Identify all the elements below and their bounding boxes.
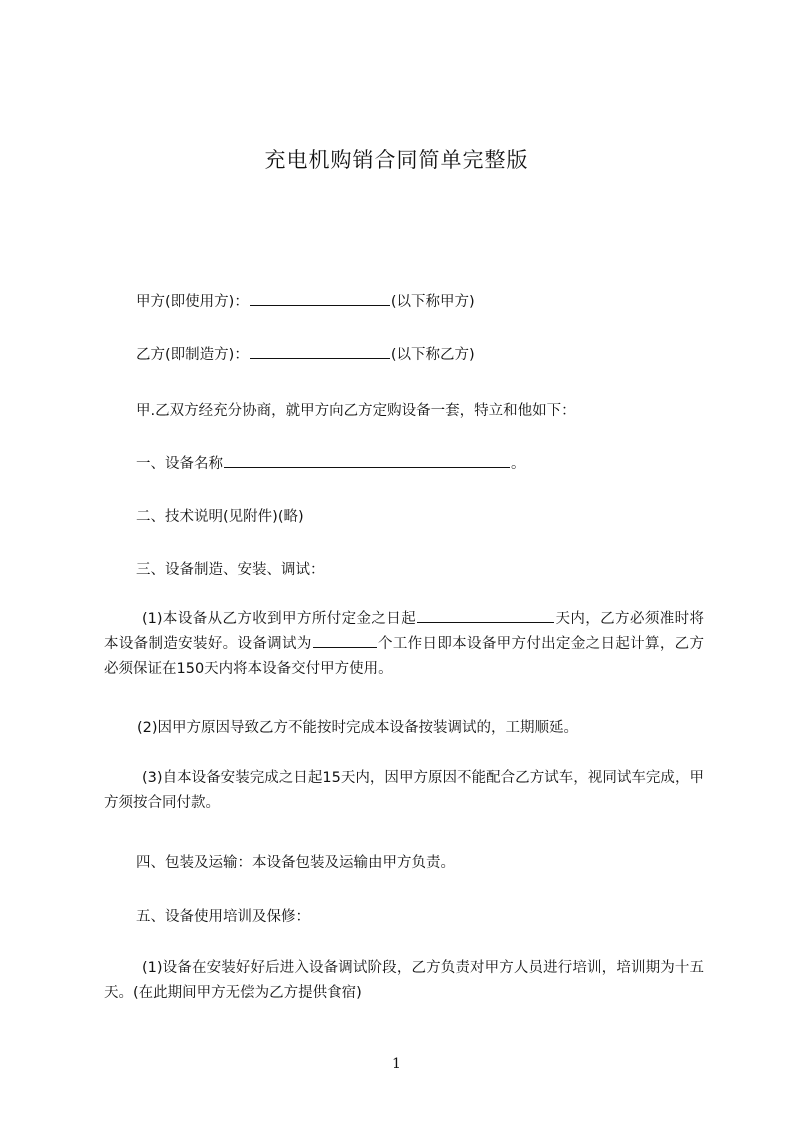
party-b-blank (250, 344, 390, 359)
workdays-blank (313, 633, 377, 648)
section3-item2: (2)因甲方原因导致乙方不能按时完成本设备按装调试的，工期顺延。 (137, 720, 579, 736)
section1-label: 一、设备名称 (136, 456, 223, 472)
party-a-blank (250, 291, 390, 306)
section3-item1 (104, 607, 704, 682)
document-title: 充电机购销合同简单完整版 (264, 148, 529, 172)
section3-item1-part1: (1)本设备从乙方收到甲方所付定金之日起 (142, 611, 417, 627)
section1-end: 。 (511, 456, 526, 472)
section3-item1-part3: 个工作日即本设备甲方付出定金之日起计算，乙方必须保证在150天内将本设备交付甲方使用。 (104, 636, 705, 677)
days-blank (417, 608, 554, 623)
section5-item1: (1)设备在安装好好后进入设备调试阶段，乙方负责对甲方人员进行培训，培训期为十五天。(在此期间甲方无偿为乙方提供食宿) (104, 960, 704, 1001)
section3-item3: (3)自本设备安装完成之日起15天内，因甲方原因不能配合乙方试车，视同试车完成，甲方须按合同付款。 (104, 770, 704, 811)
section3-item1-part2: 天内，乙方必须准时将本设备制造安装好。设备调试为 (104, 611, 705, 652)
party-a-line (136, 290, 475, 311)
page-number: 1 (392, 1056, 401, 1072)
equipment-name-blank (224, 453, 510, 468)
section4-text: 四、包装及运输：本设备包装及运输由甲方负责。 (136, 855, 455, 871)
party-a-label: 甲方(即使用方)： (136, 294, 249, 310)
party-b-suffix: (以下称乙方) (390, 347, 475, 363)
party-b-line (136, 343, 475, 364)
intro-text: 甲.乙双方经充分协商，就甲方向乙方定购设备一套，特立和他如下： (136, 403, 576, 419)
section3-heading: 三、设备制造、安装、调试： (136, 562, 325, 578)
party-a-suffix: (以下称甲方) (390, 294, 475, 310)
party-b-label: 乙方(即制造方)： (136, 347, 249, 363)
section1-line (136, 452, 526, 473)
section2-heading: 二、技术说明(见附件)(略) (136, 509, 304, 525)
section5-heading: 五、设备使用培训及保修： (136, 909, 310, 925)
